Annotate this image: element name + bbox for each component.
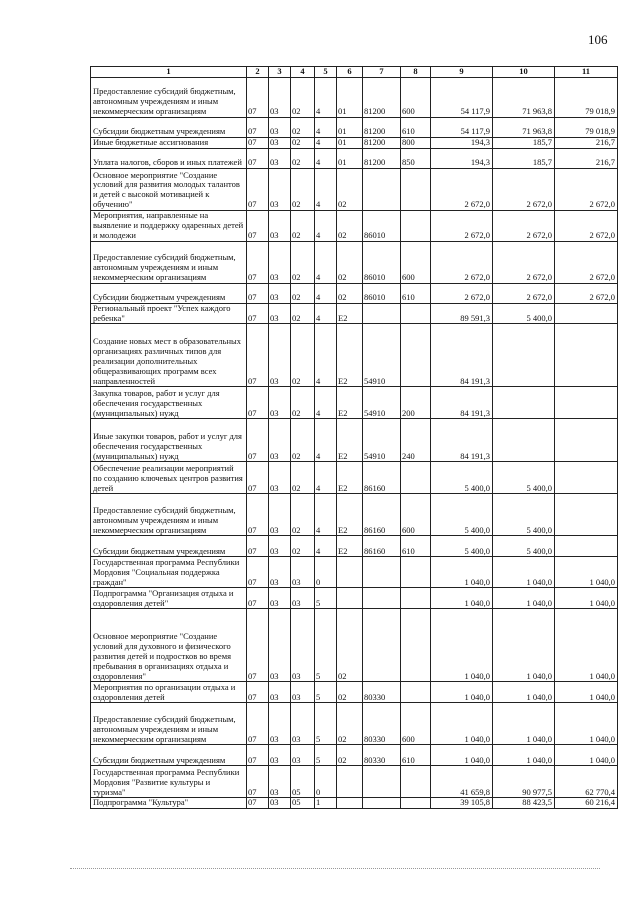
table-row: [91, 494, 618, 536]
expense-type-code-cell: [401, 210, 431, 241]
section-code-cell: 07: [247, 283, 269, 303]
expense-type-code-cell: 600: [401, 241, 431, 283]
amount-year-2-cell: 2 672,0: [493, 168, 555, 210]
amount-year-1-cell: 1 040,0: [431, 557, 493, 588]
program-code-cell: 03: [291, 682, 315, 703]
direction-code-cell: [363, 588, 401, 609]
section-code-cell: 07: [247, 745, 269, 766]
row-name-cell: Обеспечение реализации мероприятий по созданию ключевых центров развития детей: [91, 462, 247, 494]
row-name-cell: Субсидии бюджетным учреждениям: [91, 536, 247, 557]
row-name-cell: Государственная программа Республики Мордовия "Развитие культуры и туризма": [91, 766, 247, 798]
row-name-cell: Предоставление субсидий бюджетным, автономным учреждениям и иным некоммерческим организациям: [91, 703, 247, 745]
event-code-cell: 01: [337, 77, 363, 117]
subprogram-code-cell: 4: [315, 536, 337, 557]
event-code-cell: 02: [337, 168, 363, 210]
expense-type-code-cell: 610: [401, 283, 431, 303]
event-code-cell: 02: [337, 609, 363, 682]
row-name-cell: Государственная программа Республики Мордовия "Социальная поддержка граждан": [91, 557, 247, 588]
program-code-cell: 02: [291, 536, 315, 557]
amount-year-1-cell: 1 040,0: [431, 588, 493, 609]
amount-year-1-cell: 5 400,0: [431, 536, 493, 557]
program-code-cell: 02: [291, 419, 315, 462]
row-name-cell: Предоставление субсидий бюджетным, автономным учреждениям и иным некоммерческим организациям: [91, 241, 247, 283]
row-name-cell: Мероприятия, направленные на выявление и поддержку одаренных детей и молодежи: [91, 210, 247, 241]
table-row: [91, 536, 618, 557]
subsection-code-cell: 03: [269, 419, 291, 462]
direction-code-cell: 86160: [363, 462, 401, 494]
event-code-cell: 01: [337, 137, 363, 148]
amount-year-1-cell: 5 400,0: [431, 462, 493, 494]
expense-type-code-cell: 800: [401, 137, 431, 148]
amount-year-3-cell: 2 672,0: [555, 210, 618, 241]
column-header: 1: [91, 67, 247, 78]
subsection-code-cell: 03: [269, 241, 291, 283]
direction-code-cell: 81200: [363, 77, 401, 117]
section-code-cell: 07: [247, 324, 269, 387]
row-name-cell: Предоставление субсидий бюджетным, автономным учреждениям и иным некоммерческим организациям: [91, 77, 247, 117]
column-header: 10: [493, 67, 555, 78]
subsection-code-cell: 03: [269, 745, 291, 766]
section-code-cell: 07: [247, 766, 269, 798]
subprogram-code-cell: 4: [315, 283, 337, 303]
row-name-cell: Мероприятия по организации отдыха и оздоровления детей: [91, 682, 247, 703]
section-code-cell: 07: [247, 148, 269, 168]
expense-type-code-cell: [401, 609, 431, 682]
amount-year-2-cell: [493, 324, 555, 387]
amount-year-2-cell: 1 040,0: [493, 703, 555, 745]
column-header: 11: [555, 67, 618, 78]
expense-type-code-cell: 610: [401, 536, 431, 557]
expense-type-code-cell: [401, 557, 431, 588]
amount-year-2-cell: 1 040,0: [493, 745, 555, 766]
amount-year-3-cell: 216,7: [555, 148, 618, 168]
event-code-cell: 02: [337, 241, 363, 283]
subsection-code-cell: 03: [269, 210, 291, 241]
column-header: 3: [269, 67, 291, 78]
table-row: [91, 168, 618, 210]
amount-year-2-cell: 5 400,0: [493, 536, 555, 557]
amount-year-3-cell: 79 018,9: [555, 77, 618, 117]
program-code-cell: 05: [291, 766, 315, 798]
amount-year-3-cell: [555, 387, 618, 419]
subprogram-code-cell: 4: [315, 303, 337, 324]
program-code-cell: 03: [291, 609, 315, 682]
amount-year-2-cell: 5 400,0: [493, 462, 555, 494]
subprogram-code-cell: 4: [315, 387, 337, 419]
amount-year-3-cell: 1 040,0: [555, 557, 618, 588]
subsection-code-cell: 03: [269, 77, 291, 117]
subprogram-code-cell: 4: [315, 137, 337, 148]
amount-year-2-cell: [493, 419, 555, 462]
direction-code-cell: [363, 303, 401, 324]
subsection-code-cell: 03: [269, 303, 291, 324]
event-code-cell: [337, 798, 363, 809]
program-code-cell: 02: [291, 168, 315, 210]
table-row: [91, 609, 618, 682]
table-row: [91, 210, 618, 241]
amount-year-2-cell: 71 963,8: [493, 77, 555, 117]
direction-code-cell: 86160: [363, 536, 401, 557]
subsection-code-cell: 03: [269, 703, 291, 745]
amount-year-3-cell: 216,7: [555, 137, 618, 148]
column-header: 4: [291, 67, 315, 78]
amount-year-2-cell: [493, 387, 555, 419]
amount-year-2-cell: 2 672,0: [493, 241, 555, 283]
program-code-cell: 02: [291, 387, 315, 419]
direction-code-cell: 86160: [363, 494, 401, 536]
program-code-cell: 02: [291, 77, 315, 117]
table-row: [91, 77, 618, 117]
program-code-cell: 02: [291, 210, 315, 241]
subsection-code-cell: 03: [269, 609, 291, 682]
amount-year-1-cell: 194,3: [431, 137, 493, 148]
subprogram-code-cell: 0: [315, 766, 337, 798]
program-code-cell: 03: [291, 557, 315, 588]
section-code-cell: 07: [247, 588, 269, 609]
event-code-cell: 01: [337, 148, 363, 168]
amount-year-1-cell: 5 400,0: [431, 494, 493, 536]
subsection-code-cell: 03: [269, 536, 291, 557]
expense-type-code-cell: 600: [401, 494, 431, 536]
event-code-cell: 02: [337, 703, 363, 745]
direction-code-cell: 81200: [363, 117, 401, 137]
amount-year-3-cell: [555, 419, 618, 462]
row-name-cell: Уплата налогов, сборов и иных платежей: [91, 148, 247, 168]
subsection-code-cell: 03: [269, 798, 291, 809]
expense-type-code-cell: [401, 588, 431, 609]
row-name-cell: Создание новых мест в образовательных организациях различных типов для реализации дополнительных общеразвивающих программ всех направленностей: [91, 324, 247, 387]
column-header: 2: [247, 67, 269, 78]
section-code-cell: 07: [247, 117, 269, 137]
direction-code-cell: 81200: [363, 137, 401, 148]
section-code-cell: 07: [247, 387, 269, 419]
section-code-cell: 07: [247, 703, 269, 745]
table-row: [91, 137, 618, 148]
row-name-cell: Подпрограмма "Культура": [91, 798, 247, 809]
subprogram-code-cell: 4: [315, 148, 337, 168]
amount-year-2-cell: 71 963,8: [493, 117, 555, 137]
amount-year-3-cell: 2 672,0: [555, 283, 618, 303]
section-code-cell: 07: [247, 798, 269, 809]
program-code-cell: 02: [291, 462, 315, 494]
event-code-cell: Е2: [337, 462, 363, 494]
direction-code-cell: 81200: [363, 148, 401, 168]
amount-year-2-cell: 2 672,0: [493, 283, 555, 303]
subsection-code-cell: 03: [269, 387, 291, 419]
section-code-cell: 07: [247, 77, 269, 117]
expense-type-code-cell: 610: [401, 745, 431, 766]
table-row: [91, 387, 618, 419]
table-row: [91, 303, 618, 324]
subprogram-code-cell: 5: [315, 745, 337, 766]
subprogram-code-cell: 4: [315, 494, 337, 536]
expense-type-code-cell: 610: [401, 117, 431, 137]
subprogram-code-cell: 4: [315, 462, 337, 494]
program-code-cell: 02: [291, 137, 315, 148]
amount-year-1-cell: 194,3: [431, 148, 493, 168]
row-name-cell: Субсидии бюджетным учреждениям: [91, 745, 247, 766]
expense-type-code-cell: [401, 462, 431, 494]
section-code-cell: 07: [247, 303, 269, 324]
amount-year-1-cell: 2 672,0: [431, 241, 493, 283]
amount-year-2-cell: 1 040,0: [493, 682, 555, 703]
column-header: 7: [363, 67, 401, 78]
amount-year-3-cell: 79 018,9: [555, 117, 618, 137]
event-code-cell: Е2: [337, 494, 363, 536]
row-name-cell: Иные бюджетные ассигнования: [91, 137, 247, 148]
expense-type-code-cell: [401, 303, 431, 324]
section-code-cell: 07: [247, 557, 269, 588]
event-code-cell: 02: [337, 745, 363, 766]
subprogram-code-cell: 5: [315, 703, 337, 745]
section-code-cell: 07: [247, 462, 269, 494]
direction-code-cell: 86010: [363, 210, 401, 241]
amount-year-3-cell: [555, 536, 618, 557]
subsection-code-cell: 03: [269, 766, 291, 798]
amount-year-3-cell: 62 770,4: [555, 766, 618, 798]
amount-year-3-cell: [555, 303, 618, 324]
amount-year-2-cell: 90 977,5: [493, 766, 555, 798]
event-code-cell: Е2: [337, 303, 363, 324]
direction-code-cell: 54910: [363, 324, 401, 387]
program-code-cell: 02: [291, 324, 315, 387]
program-code-cell: 02: [291, 241, 315, 283]
row-name-cell: Региональный проект "Успех каждого ребенка": [91, 303, 247, 324]
event-code-cell: 01: [337, 117, 363, 137]
budget-table: [90, 66, 618, 809]
subprogram-code-cell: 4: [315, 77, 337, 117]
direction-code-cell: [363, 168, 401, 210]
direction-code-cell: [363, 798, 401, 809]
subprogram-code-cell: 0: [315, 557, 337, 588]
row-name-cell: Субсидии бюджетным учреждениям: [91, 117, 247, 137]
amount-year-1-cell: 84 191,3: [431, 387, 493, 419]
amount-year-3-cell: [555, 494, 618, 536]
event-code-cell: [337, 766, 363, 798]
direction-code-cell: [363, 609, 401, 682]
subprogram-code-cell: 5: [315, 609, 337, 682]
direction-code-cell: 86010: [363, 241, 401, 283]
event-code-cell: 02: [337, 210, 363, 241]
expense-type-code-cell: [401, 168, 431, 210]
amount-year-1-cell: 1 040,0: [431, 682, 493, 703]
table-row: [91, 419, 618, 462]
direction-code-cell: 54910: [363, 419, 401, 462]
row-name-cell: Иные закупки товаров, работ и услуг для обеспечения государственных (муниципальных) нужд: [91, 419, 247, 462]
row-name-cell: Основное мероприятие "Создание условий для духовного и физического развития детей и подростков во время пребывания в организациях отдыха и оздоровления": [91, 609, 247, 682]
event-code-cell: 02: [337, 283, 363, 303]
table-row: [91, 798, 618, 809]
row-name-cell: Закупка товаров, работ и услуг для обеспечения государственных (муниципальных) нужд: [91, 387, 247, 419]
program-code-cell: 02: [291, 148, 315, 168]
expense-type-code-cell: 600: [401, 703, 431, 745]
amount-year-2-cell: 1 040,0: [493, 588, 555, 609]
expense-type-code-cell: 600: [401, 77, 431, 117]
subsection-code-cell: 03: [269, 117, 291, 137]
expense-type-code-cell: [401, 682, 431, 703]
row-name-cell: Основное мероприятие "Создание условий для развития молодых талантов и детей с высокой мотивацией к обучению": [91, 168, 247, 210]
amount-year-3-cell: 1 040,0: [555, 703, 618, 745]
amount-year-3-cell: [555, 324, 618, 387]
program-code-cell: 02: [291, 494, 315, 536]
amount-year-3-cell: 1 040,0: [555, 609, 618, 682]
page-footer-line: [70, 868, 600, 870]
table-row: [91, 703, 618, 745]
amount-year-3-cell: 1 040,0: [555, 588, 618, 609]
subprogram-code-cell: 1: [315, 798, 337, 809]
subsection-code-cell: 03: [269, 324, 291, 387]
amount-year-2-cell: 5 400,0: [493, 303, 555, 324]
subprogram-code-cell: 5: [315, 588, 337, 609]
event-code-cell: Е2: [337, 324, 363, 387]
subsection-code-cell: 03: [269, 137, 291, 148]
table-row: [91, 324, 618, 387]
section-code-cell: 07: [247, 419, 269, 462]
program-code-cell: 03: [291, 703, 315, 745]
subsection-code-cell: 03: [269, 283, 291, 303]
expense-type-code-cell: [401, 324, 431, 387]
expense-type-code-cell: 200: [401, 387, 431, 419]
subprogram-code-cell: 4: [315, 117, 337, 137]
subprogram-code-cell: 4: [315, 324, 337, 387]
amount-year-3-cell: 2 672,0: [555, 168, 618, 210]
subsection-code-cell: 03: [269, 168, 291, 210]
subsection-code-cell: 03: [269, 588, 291, 609]
subsection-code-cell: 03: [269, 462, 291, 494]
section-code-cell: 07: [247, 494, 269, 536]
amount-year-1-cell: 39 105,8: [431, 798, 493, 809]
amount-year-2-cell: 1 040,0: [493, 609, 555, 682]
direction-code-cell: 80330: [363, 745, 401, 766]
direction-code-cell: 86010: [363, 283, 401, 303]
direction-code-cell: 80330: [363, 682, 401, 703]
row-name-cell: Предоставление субсидий бюджетным, автономным учреждениям и иным некоммерческим организациям: [91, 494, 247, 536]
table-row: [91, 766, 618, 798]
amount-year-3-cell: 1 040,0: [555, 682, 618, 703]
amount-year-2-cell: 185,7: [493, 137, 555, 148]
row-name-cell: Субсидии бюджетным учреждениям: [91, 283, 247, 303]
section-code-cell: 07: [247, 682, 269, 703]
direction-code-cell: [363, 766, 401, 798]
amount-year-1-cell: 2 672,0: [431, 283, 493, 303]
column-header: 6: [337, 67, 363, 78]
amount-year-1-cell: 54 117,9: [431, 77, 493, 117]
direction-code-cell: 80330: [363, 703, 401, 745]
subsection-code-cell: 03: [269, 148, 291, 168]
table-row: [91, 283, 618, 303]
amount-year-3-cell: [555, 462, 618, 494]
amount-year-1-cell: 2 672,0: [431, 168, 493, 210]
table-row: [91, 148, 618, 168]
column-header: 9: [431, 67, 493, 78]
amount-year-1-cell: 54 117,9: [431, 117, 493, 137]
amount-year-1-cell: 2 672,0: [431, 210, 493, 241]
event-code-cell: Е2: [337, 387, 363, 419]
amount-year-1-cell: 1 040,0: [431, 745, 493, 766]
subprogram-code-cell: 4: [315, 168, 337, 210]
header-row: [91, 67, 618, 78]
table-row: [91, 117, 618, 137]
amount-year-1-cell: 89 591,3: [431, 303, 493, 324]
expense-type-code-cell: [401, 766, 431, 798]
section-code-cell: 07: [247, 536, 269, 557]
expense-type-code-cell: [401, 798, 431, 809]
amount-year-3-cell: 60 216,4: [555, 798, 618, 809]
table-row: [91, 682, 618, 703]
program-code-cell: 02: [291, 283, 315, 303]
table-row: [91, 745, 618, 766]
expense-type-code-cell: 240: [401, 419, 431, 462]
amount-year-2-cell: 88 423,5: [493, 798, 555, 809]
program-code-cell: 02: [291, 117, 315, 137]
event-code-cell: [337, 588, 363, 609]
amount-year-2-cell: 185,7: [493, 148, 555, 168]
table-row: [91, 241, 618, 283]
amount-year-1-cell: 84 191,3: [431, 419, 493, 462]
section-code-cell: 07: [247, 168, 269, 210]
table-row: [91, 462, 618, 494]
column-header: 5: [315, 67, 337, 78]
subprogram-code-cell: 4: [315, 210, 337, 241]
section-code-cell: 07: [247, 609, 269, 682]
event-code-cell: 02: [337, 682, 363, 703]
subsection-code-cell: 03: [269, 557, 291, 588]
section-code-cell: 07: [247, 241, 269, 283]
section-code-cell: 07: [247, 137, 269, 148]
amount-year-2-cell: 5 400,0: [493, 494, 555, 536]
subsection-code-cell: 03: [269, 494, 291, 536]
subsection-code-cell: 03: [269, 682, 291, 703]
subprogram-code-cell: 5: [315, 682, 337, 703]
program-code-cell: 03: [291, 745, 315, 766]
amount-year-1-cell: 84 191,3: [431, 324, 493, 387]
subprogram-code-cell: 4: [315, 419, 337, 462]
event-code-cell: Е2: [337, 536, 363, 557]
section-code-cell: 07: [247, 210, 269, 241]
page-number: 106: [588, 32, 608, 47]
direction-code-cell: [363, 557, 401, 588]
event-code-cell: [337, 557, 363, 588]
subprogram-code-cell: 4: [315, 241, 337, 283]
amount-year-1-cell: 1 040,0: [431, 609, 493, 682]
table-body: [91, 77, 618, 808]
amount-year-2-cell: 1 040,0: [493, 557, 555, 588]
amount-year-1-cell: 41 659,8: [431, 766, 493, 798]
program-code-cell: 03: [291, 588, 315, 609]
table-row: [91, 588, 618, 609]
expense-type-code-cell: 850: [401, 148, 431, 168]
table-row: [91, 557, 618, 588]
amount-year-3-cell: 1 040,0: [555, 745, 618, 766]
direction-code-cell: 54910: [363, 387, 401, 419]
row-name-cell: Подпрограмма "Организация отдыха и оздоровления детей": [91, 588, 247, 609]
amount-year-3-cell: 2 672,0: [555, 241, 618, 283]
amount-year-2-cell: 2 672,0: [493, 210, 555, 241]
amount-year-1-cell: 1 040,0: [431, 703, 493, 745]
program-code-cell: 02: [291, 303, 315, 324]
column-header: 8: [401, 67, 431, 78]
program-code-cell: 05: [291, 798, 315, 809]
event-code-cell: Е2: [337, 419, 363, 462]
